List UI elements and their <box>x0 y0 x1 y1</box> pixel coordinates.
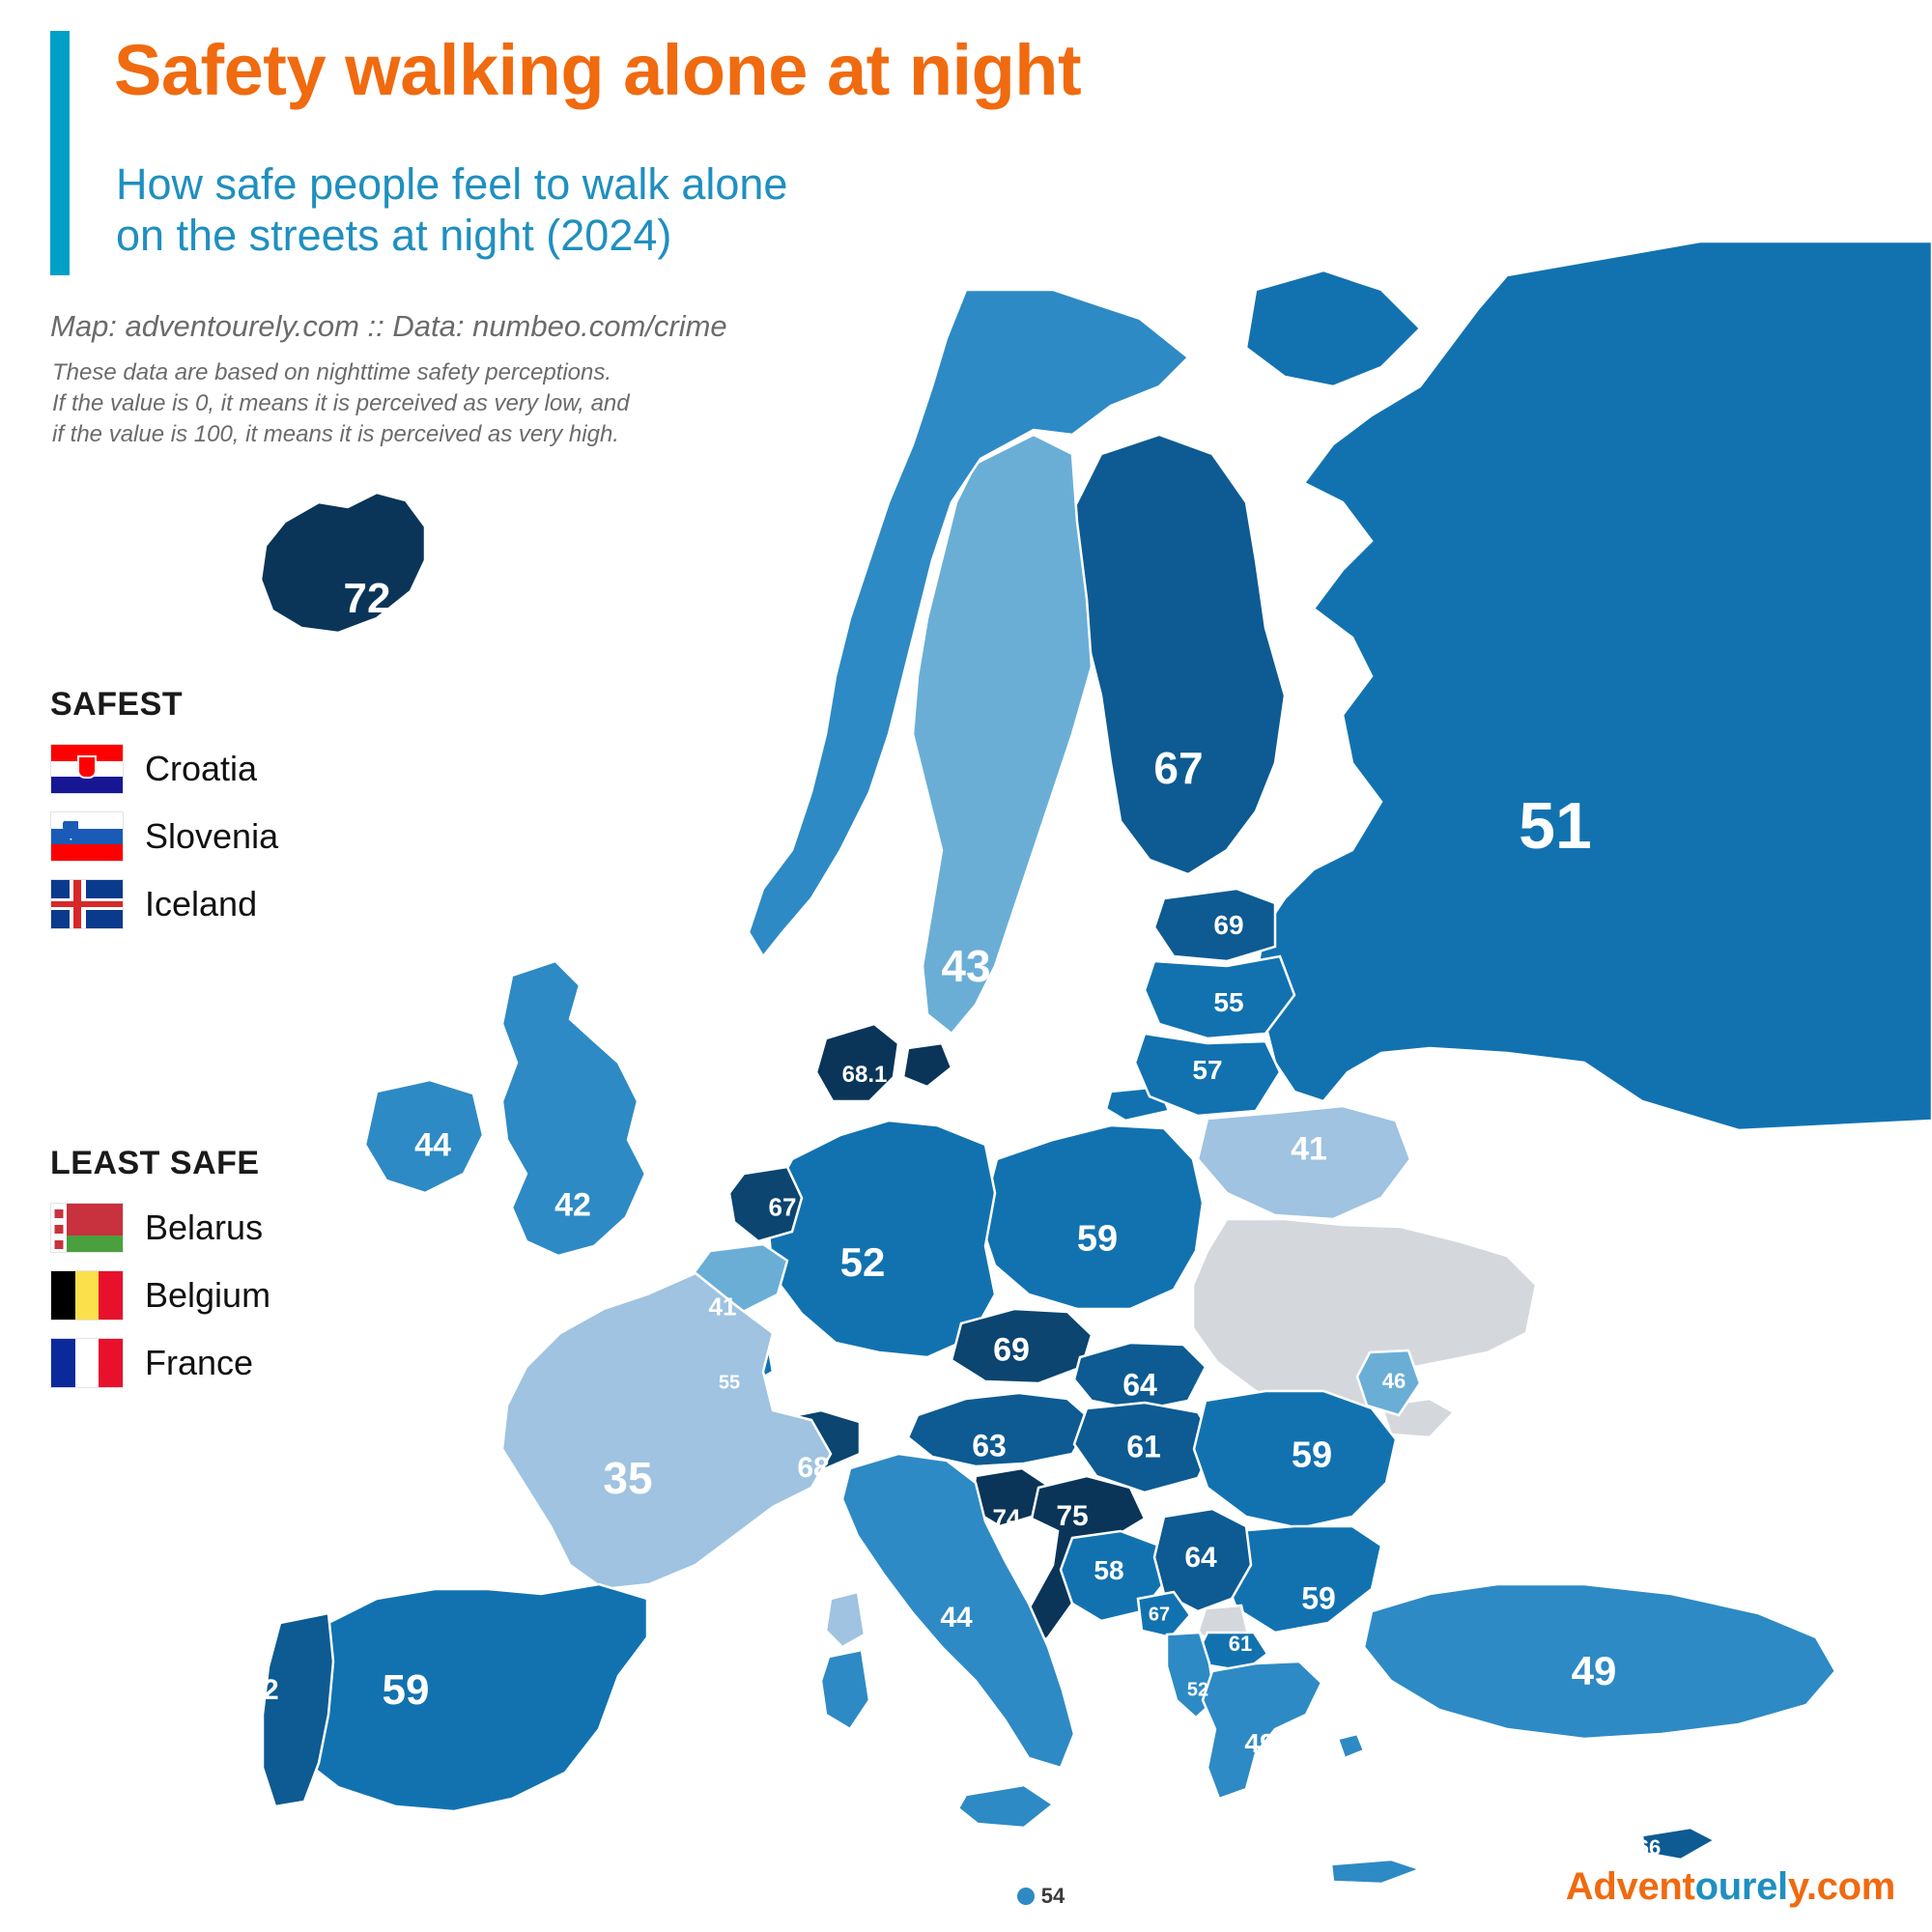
map-label-russia: 51 <box>1519 789 1592 863</box>
map-label-bulgaria: 59 <box>1301 1580 1336 1616</box>
map-label-ireland: 44 <box>414 1126 451 1164</box>
title-accent-bar <box>50 31 70 275</box>
map-label-austria: 63 <box>972 1428 1007 1463</box>
map-label-portugal: 62 <box>246 1674 279 1706</box>
map-label-slovenia: 74 <box>992 1503 1021 1533</box>
map-label-czechia: 69 <box>993 1331 1030 1369</box>
legend-label-croatia: Croatia <box>145 749 258 788</box>
legend-item-croatia <box>50 739 278 799</box>
page-subtitle-line1: How safe people feel to walk alone <box>116 159 788 209</box>
map-label-poland: 59 <box>1076 1218 1119 1260</box>
legend-safest-title: SAFEST <box>50 686 184 723</box>
map-label-belgium: 41 <box>708 1292 737 1321</box>
map-label-norway: 59 <box>817 883 867 933</box>
country-malta <box>1017 1888 1035 1905</box>
country-poland <box>980 1125 1203 1309</box>
map-label-sweden: 43 <box>941 941 991 991</box>
country-estonia <box>1154 889 1275 961</box>
brand-watermark[interactable] <box>1566 1865 1895 1909</box>
page-title: Safety walking alone at night <box>114 30 1082 110</box>
map-label-luxembourg: 55 <box>718 1372 741 1394</box>
legend-least-safe <box>50 1145 270 1401</box>
map-label-netherlands: 67 <box>768 1192 797 1222</box>
map-label-finland: 67 <box>1153 743 1204 793</box>
brand-middle: ourel <box>1694 1865 1788 1908</box>
country-latvia <box>1145 956 1294 1038</box>
legend-least-safe-title: LEAST SAFE <box>50 1145 260 1181</box>
map-label-united-kingdom: 42 <box>554 1186 591 1224</box>
country-czechia <box>952 1309 1092 1383</box>
map-label-moldova: 46 <box>1381 1369 1406 1393</box>
map-label-croatia: 75 <box>1056 1500 1089 1532</box>
map-label-germany: 52 <box>839 1239 886 1285</box>
map-label-denmark: 68.1 <box>841 1062 888 1088</box>
note-line-2: If the value is 0, it means it is perceived as very low, and <box>52 389 630 416</box>
map-label-turkey: 49 <box>1571 1648 1617 1693</box>
legend-item-belgium <box>50 1265 270 1325</box>
header <box>0 0 1082 502</box>
legend-item-france <box>50 1333 270 1393</box>
belgium-flag-icon <box>50 1270 124 1321</box>
slovenia-flag-icon <box>50 811 124 862</box>
map-label-serbia: 64 <box>1184 1542 1217 1574</box>
map-label-malta: 54 <box>1040 1884 1065 1908</box>
map-label-albania: 52 <box>1186 1679 1209 1701</box>
map-label-estonia: 69 <box>1213 910 1244 940</box>
legend-item-slovenia <box>50 807 278 867</box>
legend-label-belarus: Belarus <box>145 1208 264 1247</box>
source-credit: Map: adventourely.com :: Data: numbeo.com/crime <box>50 309 727 343</box>
legend-item-belarus <box>50 1198 270 1258</box>
map-label-cyprus: 66 <box>1636 1835 1662 1860</box>
brand-suffix: y.com <box>1787 1865 1895 1908</box>
map-label-switzerland: 68 <box>797 1452 830 1484</box>
iceland-flag-icon <box>50 879 124 929</box>
map-label-spain: 59 <box>382 1666 430 1714</box>
map-label-bosnia: 58 <box>1094 1555 1124 1585</box>
map-label-belarus: 41 <box>1291 1130 1327 1168</box>
map-label-italy: 44 <box>940 1602 973 1634</box>
belarus-flag-icon <box>50 1203 124 1253</box>
map-label-france: 35 <box>603 1453 653 1503</box>
legend-safest <box>50 686 278 942</box>
legend-label-iceland: Iceland <box>145 884 258 923</box>
legend-label-france: France <box>145 1343 254 1382</box>
legend-item-iceland <box>50 874 278 934</box>
map-label-slovakia: 64 <box>1122 1367 1157 1403</box>
map-label-montenegro: 67 <box>1148 1604 1171 1626</box>
page-subtitle-line2: on the streets at night (2024) <box>116 210 672 260</box>
methodology-note <box>52 357 825 450</box>
legend-label-belgium: Belgium <box>145 1275 271 1315</box>
map-label-latvia: 55 <box>1213 987 1244 1017</box>
map-label-lithuania: 57 <box>1192 1055 1223 1085</box>
legend-label-slovenia: Slovenia <box>145 816 279 856</box>
map-label-romania: 59 <box>1291 1435 1333 1476</box>
brand-prefix: Advent <box>1565 1865 1695 1908</box>
map-label-iceland: 72 <box>343 575 391 622</box>
croatia-flag-icon <box>50 744 124 794</box>
country-slovakia <box>1074 1343 1206 1410</box>
page-subtitle <box>116 159 908 261</box>
france-flag-icon <box>50 1338 124 1388</box>
note-line-3: if the value is 100, it means it is perceived as very high. <box>52 420 619 447</box>
map-label-greece: 49 <box>1244 1728 1275 1758</box>
note-line-1: These data are based on nighttime safety perceptions. <box>52 359 612 385</box>
map-label-hungary: 61 <box>1126 1429 1161 1464</box>
map-label-north-macedonia: 61 <box>1228 1632 1253 1656</box>
